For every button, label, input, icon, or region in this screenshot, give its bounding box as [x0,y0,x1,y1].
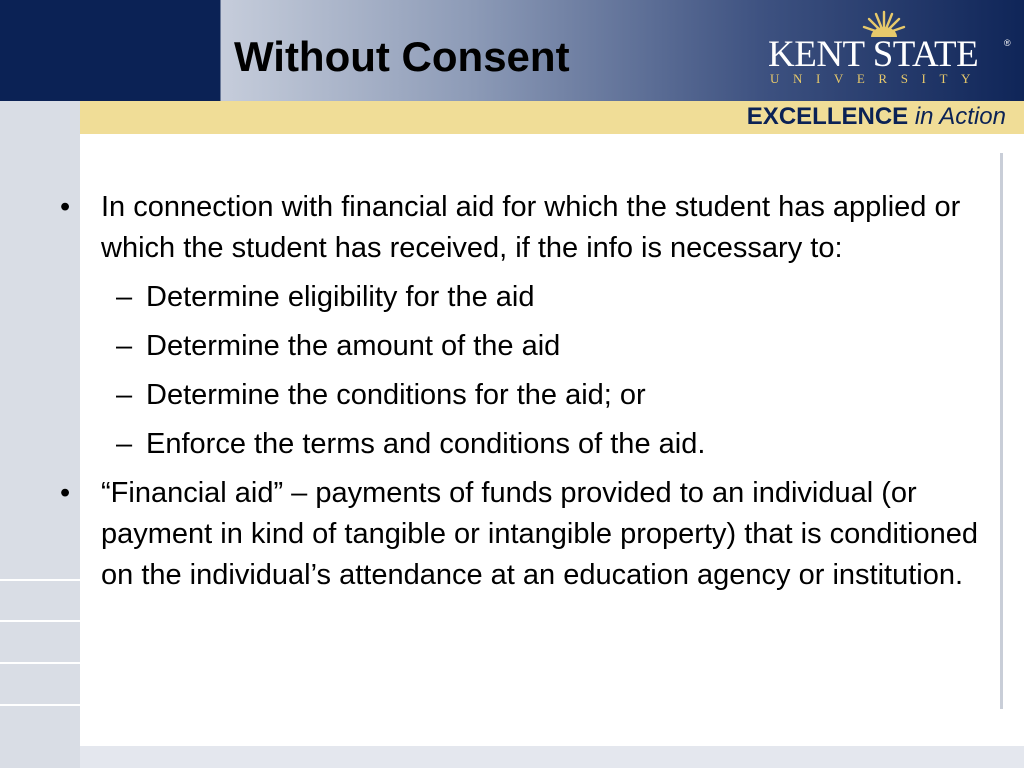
sub-bullet-item [60,375,980,416]
strip-divider [0,620,80,622]
bullet-item [60,187,980,269]
slide-body [60,187,980,596]
right-divider [1000,153,1003,709]
dash-marker: – [116,428,133,460]
dash-marker: – [116,330,133,362]
logo-wordmark: KENT STATE [768,34,979,75]
bullet-text: In connection with financial aid for which the student has applied or which the student has received, if the info is necessary to: [101,191,961,264]
sub-bullet-item [60,424,980,465]
logo-subtitle: UNIVERSITY [770,71,984,86]
dash-marker: – [116,281,133,313]
bullet-marker: • [60,191,71,223]
sub-bullet-text: Enforce the terms and conditions of the aid. [146,428,706,460]
kent-state-logo [758,10,1018,92]
sub-bullet-text: Determine eligibility for the aid [146,281,535,313]
strip-divider [0,704,80,706]
bullet-marker: • [60,477,71,509]
tagline-bold: EXCELLENCE [746,103,909,130]
tagline-italic: in Action [914,103,1006,130]
bullet-text: “Financial aid” – payments of funds provided to an individual (or payment in kind of tangible or intangible property) that is conditioned on the individual’s attendance at an education agency or institution. [101,477,978,591]
slide-title: Without Consent [234,33,570,80]
strip-divider [0,662,80,664]
dash-marker: – [116,379,133,411]
sub-bullet-item [60,326,980,367]
registered-mark: ® [1004,38,1011,48]
footer-band [80,746,1024,768]
bullet-item [60,473,980,596]
tagline [747,105,1006,129]
sub-bullet-text: Determine the conditions for the aid; or [146,379,646,411]
sub-bullet-item [60,277,980,318]
sub-bullet-text: Determine the amount of the aid [146,330,561,362]
header-left-block [0,0,220,101]
